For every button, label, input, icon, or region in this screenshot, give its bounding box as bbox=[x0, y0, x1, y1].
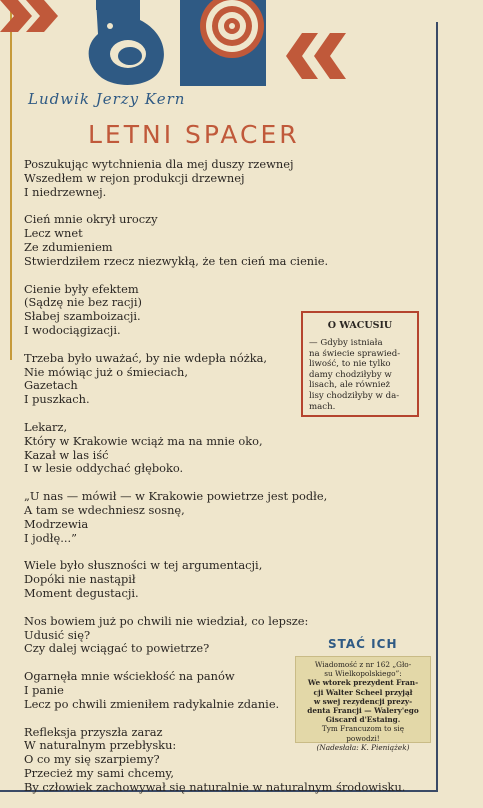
sidebar-stac-quote-line: Giscard d'Estaing. bbox=[325, 715, 401, 725]
poem-line: Ogarnęła mnie wściekłość na panów bbox=[24, 669, 235, 684]
poem-line: Ze zdumieniem bbox=[24, 239, 113, 254]
poem-line: Słabej szamboizacji. bbox=[24, 309, 141, 324]
poem-stanza bbox=[24, 559, 432, 600]
poem-line: Lekarz, bbox=[24, 419, 68, 434]
poem-line: Czy dalej wciągać to powietrze? bbox=[24, 641, 210, 656]
chevron-left-icon bbox=[0, 0, 62, 32]
poem-stanza bbox=[24, 421, 432, 476]
poem-line: I w lesie oddychać głęboko. bbox=[24, 461, 184, 476]
poem-line: Dopóki nie nastąpił bbox=[24, 572, 136, 587]
sidebar-wacusiu-line: lisy chodziłyby w da- bbox=[309, 390, 400, 401]
sidebar-wacusiu-title: O WACUSIU bbox=[327, 320, 393, 331]
poem-line: Udusić się? bbox=[24, 627, 91, 642]
sidebar-stac-heading: STAĆ ICH bbox=[328, 637, 398, 651]
poem-line: I puszkach. bbox=[24, 392, 90, 407]
poem-line: Modrzewia bbox=[24, 516, 89, 531]
chevron-right-icon bbox=[282, 33, 352, 79]
sidebar-wacusiu bbox=[301, 311, 419, 417]
poem-line: Lecz wnet bbox=[24, 226, 83, 241]
left-gold-rule bbox=[10, 0, 12, 360]
poem-line: Kazał w las iść bbox=[24, 447, 109, 462]
poem-line: Nie mówiąc już o śmieciach, bbox=[24, 364, 188, 379]
poem-title: LETNI SPACER bbox=[88, 120, 300, 149]
sidebar-wacusiu-line: lisach, ale również bbox=[309, 380, 391, 391]
poem-line: Wiele było słuszności w tej argumentacji, bbox=[24, 558, 263, 573]
poem-line: I panie bbox=[24, 682, 64, 697]
sidebar-stac-footer-line: Tym Francuzom to się bbox=[321, 724, 405, 734]
poem-line: Refleksja przyszła zaraz bbox=[24, 724, 163, 739]
blob-figure-icon bbox=[80, 0, 170, 88]
sidebar-stac-signature: (Nadesłała: K. Pieniążek) bbox=[316, 742, 410, 752]
poem-stanza bbox=[24, 213, 432, 268]
sidebar-wacusiu-line: damy chodziłyby w bbox=[309, 369, 392, 380]
sidebar-stac-box bbox=[295, 656, 431, 752]
poem-line: A tam se wdechniesz sosnę, bbox=[24, 502, 185, 517]
sidebar-wacusiu-line: na świecie sprawied- bbox=[309, 348, 401, 359]
sidebar-wacusiu-line: liwość, to nie tylko bbox=[309, 359, 391, 370]
author-name: Ludwik Jerzy Kern bbox=[28, 90, 186, 108]
sidebar-stac-quote-line: cji Walter Scheel przyjął bbox=[313, 687, 413, 697]
poem-line: Który w Krakowie wciąż ma na mnie oko, bbox=[24, 433, 263, 448]
sidebar-stac-quote-line: w swej rezydencji prezy- bbox=[313, 696, 413, 706]
poem-line: Cienie były efektem bbox=[24, 281, 139, 296]
sidebar-wacusiu-line: — Gdyby istniała bbox=[309, 338, 383, 348]
poem-line: Trzeba było uważać, by nie wdepła nóżka, bbox=[24, 350, 268, 365]
sidebar-stac-line: su Wielkopolskiego”: bbox=[324, 669, 402, 679]
sidebar-stac-footer-line: powodzi! bbox=[346, 733, 380, 743]
poem-line: Poszukując wytchnienia dla mej duszy rzewnej bbox=[24, 157, 294, 171]
poem-line: Stwierdziłem rzecz niezwykłą, że ten cień ma cienie. bbox=[24, 253, 329, 268]
poem-line: Cień mnie okrył uroczy bbox=[24, 212, 158, 227]
poem-line: „U nas — mówił — w Krakowie powietrze jest podłe, bbox=[24, 489, 328, 504]
poem-line: Nos bowiem już po chwili nie wiedział, co lepsze: bbox=[24, 613, 309, 628]
poem-line: W naturalnym przebłysku: bbox=[24, 738, 177, 753]
poem-line: I wodociągizacji. bbox=[24, 322, 121, 337]
sidebar-wacusiu-line: mach. bbox=[309, 401, 336, 412]
poem-line: Wszedłem w rejon produkcji drzewnej bbox=[24, 170, 245, 185]
sidebar-stac-quote-line: denta Francji — Walery'ego bbox=[307, 706, 419, 716]
poem-line: I jodłę...” bbox=[24, 530, 77, 545]
poem-line: Moment degustacji. bbox=[24, 585, 139, 600]
frame-right-border bbox=[436, 22, 438, 792]
poem-line: Przecież my sami chcemy, bbox=[24, 765, 174, 780]
poem-line: (Sądzę nie bez racji) bbox=[24, 295, 142, 310]
poem-line: By człowiek zachowywał się naturalnie w naturalnym środowisku. bbox=[24, 779, 406, 794]
poem-line: O co my się szarpiemy? bbox=[24, 752, 160, 767]
poem-line: Gazetach bbox=[24, 378, 78, 393]
sidebar-wacusiu-body bbox=[309, 338, 411, 412]
poem-line: Lecz po chwili zmieniłem radykalnie zdanie. bbox=[24, 696, 280, 711]
poem-line: I niedrzewnej. bbox=[24, 184, 107, 199]
poem-stanza bbox=[24, 158, 432, 199]
concentric-target-icon bbox=[180, 0, 266, 86]
sidebar-stac-line: Wiadomość z nr 162 „Gło- bbox=[314, 660, 412, 669]
sidebar-stac-quote-line: We wtorek prezydent Fran- bbox=[307, 678, 419, 688]
poem-stanza bbox=[24, 490, 432, 545]
